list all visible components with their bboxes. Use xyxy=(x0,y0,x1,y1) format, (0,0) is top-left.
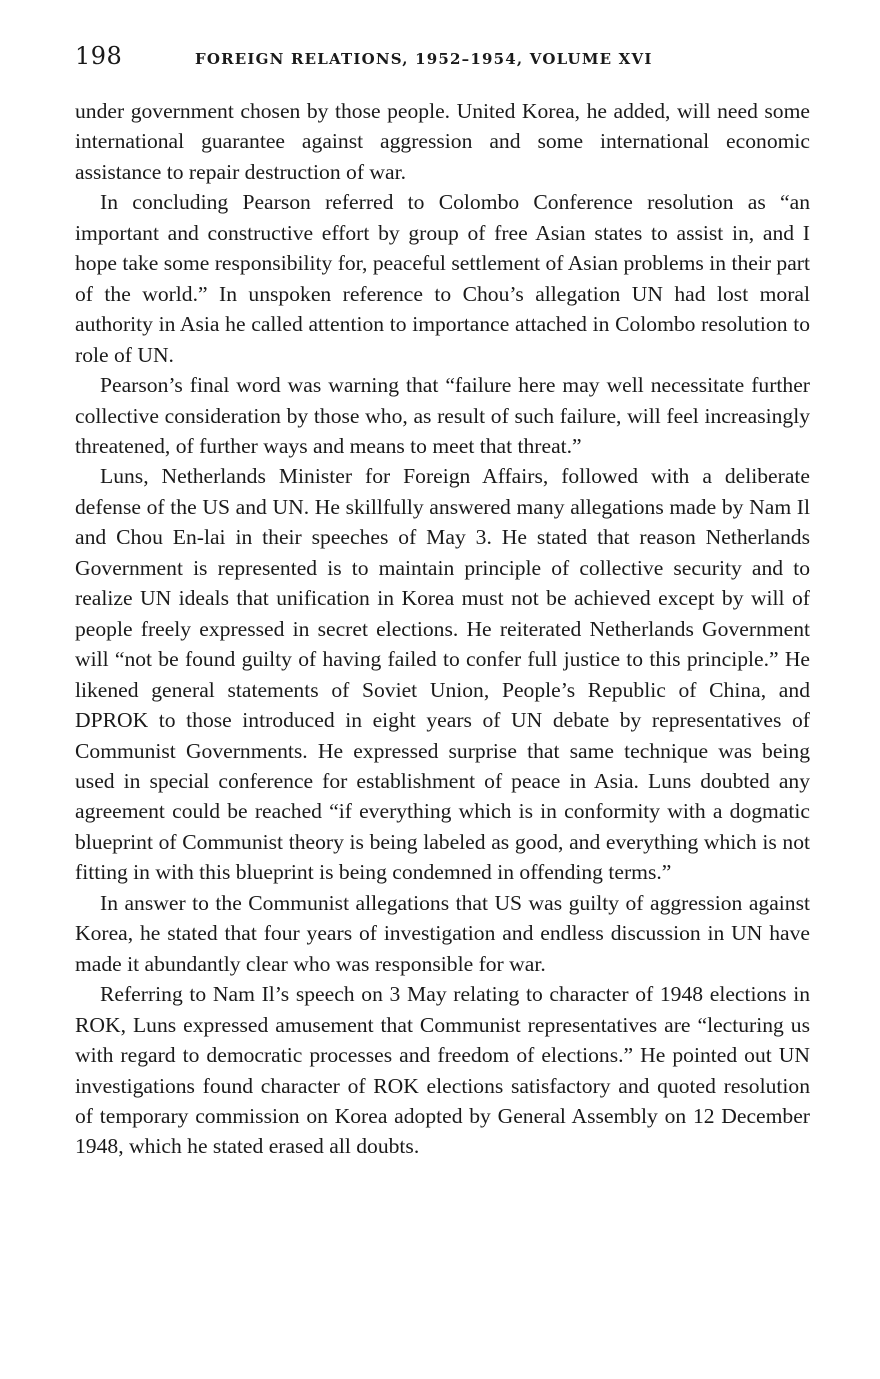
document-page xyxy=(75,42,810,1162)
running-title: FOREIGN RELATIONS, 1952–1954, VOLUME XVI xyxy=(195,50,653,68)
body-text xyxy=(75,96,810,1162)
paragraph-6: Referring to Nam Il’s speech on 3 May relating to character of 1948 elections in ROK, Luns expressed amusement that Communist representatives are “lecturing us with regard to democratic processes and freedom of elections.” He pointed out UN investigations found character of ROK elections satisfactory and quoted resolution of temporary commission on Korea adopted by General Assembly on 12 December 1948, which he stated erased all doubts. xyxy=(75,982,810,1159)
paragraph-4: Luns, Netherlands Minister for Foreign Affairs, followed with a deliberate defense of the US and UN. He skillfully answered many allegations made by Nam Il and Chou En-lai in their speeches of May 3. He stated that reason Netherlands Government is represented is to maintain principle of collective security and to realize UN ideals that unification in Korea must not be achieved except by will of people freely expressed in secret elections. He reiterated Netherlands Government will “not be found guilty of having failed to confer full justice to this principle.” He likened general statements of Soviet Union, People’s Republic of China, and DPROK to those introduced in eight years of UN debate by representatives of Communist Governments. He expressed surprise that same technique was being used in special conference for establishment of peace in Asia. Luns doubted any agreement could be reached “if everything which is in conformity with a dogmatic blueprint of Communist theory is being labeled as good, and everything which is not fitting in with this blueprint is being condemned in offending terms.” xyxy=(75,464,810,885)
paragraph-2: In concluding Pearson referred to Colombo Conference resolution as “an important and constructive effort by group of free Asian states to assist in, and I hope take some responsibility for, peaceful settlement of Asian problems in their part of the world.” In unspoken reference to Chou’s allegation UN had lost moral authority in Asia he called attention to importance attached in Colombo resolution to role of UN. xyxy=(75,190,810,367)
paragraph-3: Pearson’s final word was warning that “failure here may well necessitate further collective consideration by those who, as result of such failure, will feel increasingly threatened, of further ways and means to meet that threat.” xyxy=(75,373,810,458)
page-header xyxy=(75,42,810,82)
page-number: 198 xyxy=(75,42,123,70)
paragraph-1: under government chosen by those people. United Korea, he added, will need some international guarantee against aggression and some international economic assistance to repair destruction of war. xyxy=(75,99,810,184)
paragraph-5: In answer to the Communist allegations that US was guilty of aggression against Korea, he stated that four years of investigation and endless discussion in UN have made it abundantly clear who was responsible for war. xyxy=(75,890,810,976)
